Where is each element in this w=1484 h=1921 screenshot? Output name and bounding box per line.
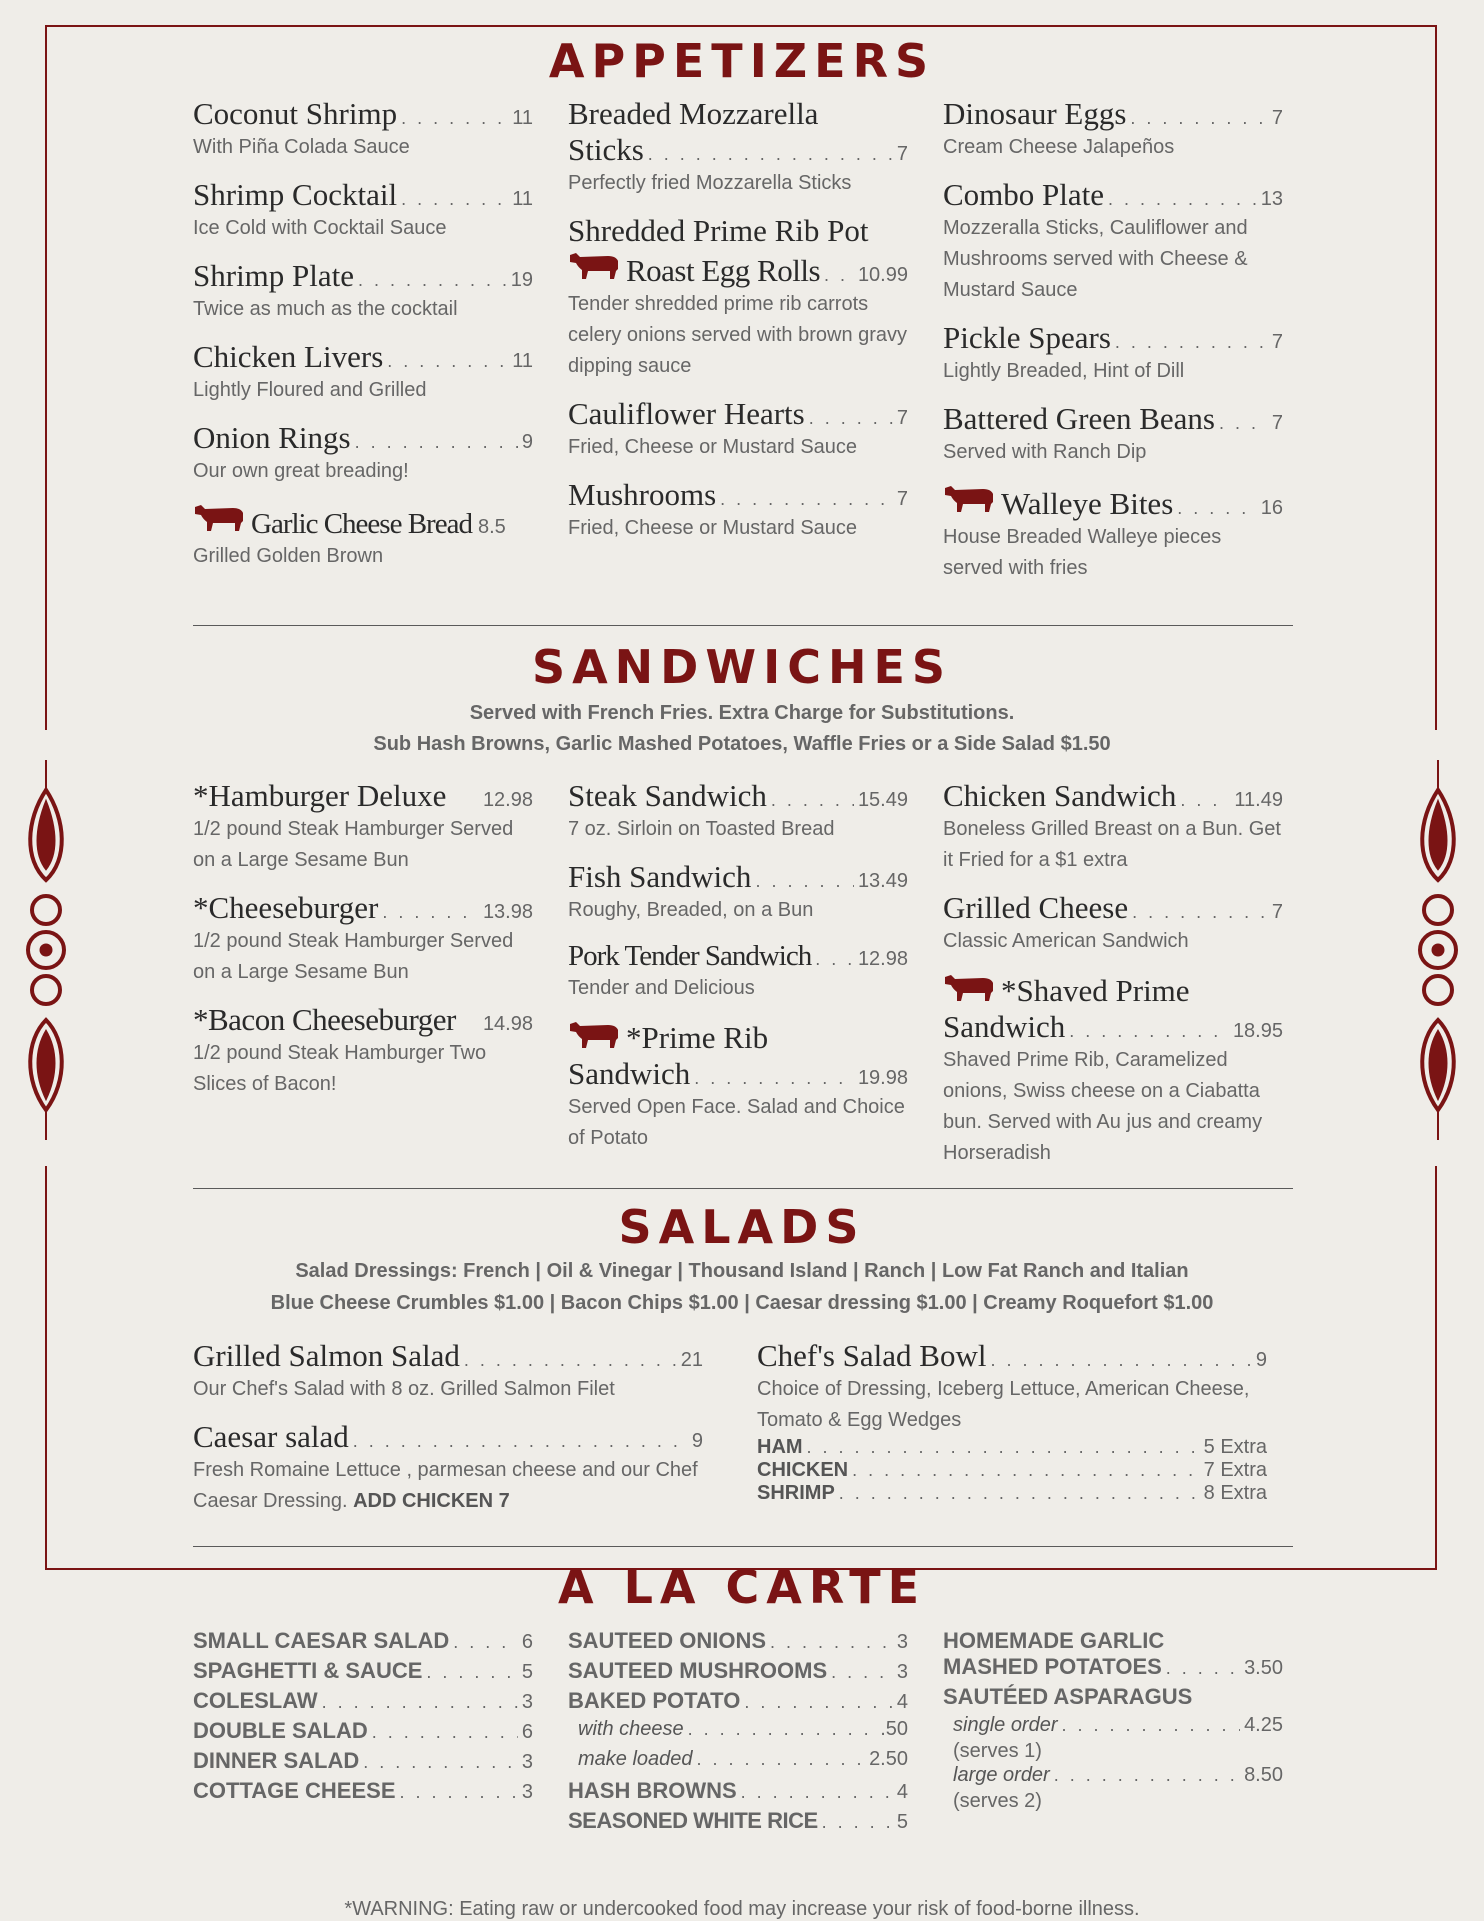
add-chicken-note: ADD CHICKEN 7	[353, 1490, 510, 1512]
section-divider	[193, 625, 1293, 626]
cow-icon	[943, 971, 997, 1003]
item-desc: Choice of Dressing, Iceberg Lettuce, American Cheese, Tomato & Egg Wedges	[757, 1378, 1250, 1431]
sandwiches-column-3	[943, 778, 1283, 1183]
item-name-cont: Sticks	[568, 132, 644, 167]
menu-item	[193, 258, 533, 325]
list-item: SPAGHETTI & SAUCE . . . 5	[193, 1658, 533, 1688]
item-name: Battered Green Beans	[943, 401, 1215, 436]
item-desc: Cream Cheese Jalapeños	[943, 136, 1175, 158]
menu-item	[568, 213, 908, 382]
menu-item	[193, 778, 533, 876]
item-name: *Hamburger Deluxe	[193, 778, 447, 813]
item-price: 18.95	[1232, 1020, 1283, 1042]
menu-item	[193, 420, 533, 487]
list-item: HOMEMADE GARLIC	[943, 1628, 1165, 1653]
scroll-ornament-icon	[1408, 760, 1468, 1140]
list-item: COTTAGE CHEESE . . . 3	[193, 1778, 533, 1808]
appetizers-column-2	[568, 96, 908, 558]
list-item: DINNER SALAD . . . 3	[193, 1748, 533, 1778]
item-price: 7	[1271, 901, 1283, 923]
menu-item	[757, 1338, 1267, 1436]
salad-extra: HAM . . . 5 Extra	[757, 1436, 1267, 1459]
salads-extras-note: Blue Cheese Crumbles $1.00 | Bacon Chips $1.00 | Caesar dressing $1.00 | Creamy Roquefort $1.00	[270, 1292, 1214, 1314]
item-desc: Fried, Cheese or Mustard Sauce	[568, 436, 858, 458]
item-name-cont: Sandwich	[568, 1056, 691, 1091]
list-subitem: large order . . . 8.50	[943, 1764, 1283, 1790]
item-desc: Classic American Sandwich	[943, 930, 1189, 952]
item-name: *Shaved Prime	[1001, 973, 1190, 1008]
menu-item	[193, 501, 533, 572]
item-desc: 7 oz. Sirloin on Toasted Bread	[568, 818, 835, 840]
salads-column-2	[757, 1338, 1267, 1505]
item-name: *Cheeseburger	[193, 890, 379, 925]
item-desc: 1/2 pound Steak Hamburger Served on a Large Sesame Bun	[193, 930, 514, 983]
item-desc: Lightly Floured and Grilled	[193, 379, 427, 401]
list-item: DOUBLE SALAD . . . 6	[193, 1718, 533, 1748]
item-name: Walleye Bites	[1001, 486, 1174, 521]
list-item: SAUTEED MUSHROOMS . . . 3	[568, 1658, 908, 1688]
list-item: BAKED POTATO . . . 4	[568, 1688, 908, 1718]
menu-item	[193, 1419, 703, 1517]
item-name: Pork Tender Sandwich	[568, 940, 812, 972]
item-price: 7	[1271, 107, 1283, 129]
menu-item	[943, 971, 1283, 1169]
item-desc: With Piña Colada Sauce	[193, 136, 410, 158]
item-desc: Lightly Breaded, Hint of Dill	[943, 360, 1185, 382]
item-name: Grilled Salmon Salad	[193, 1338, 460, 1373]
item-price: 19	[510, 269, 533, 291]
salads-dressings-note: Salad Dressings: French | Oil & Vinegar | Thousand Island | Ranch | Low Fat Ranch and Italian	[295, 1260, 1189, 1282]
menu-item	[193, 890, 533, 988]
sandwiches-column-2	[568, 778, 908, 1168]
item-desc: Shaved Prime Rib, Caramelized onions, Swiss cheese on a Ciabatta bun. Served with Au jus and creamy Horseradish	[943, 1049, 1263, 1164]
item-name: Steak Sandwich	[568, 778, 767, 813]
item-price: 13.98	[482, 901, 533, 923]
item-name: Chicken Sandwich	[943, 778, 1177, 813]
menu-item	[943, 320, 1283, 387]
item-price: 12.98	[482, 789, 533, 811]
appetizers-column-3	[943, 96, 1283, 598]
alacarte-column-3	[943, 1628, 1283, 1814]
sandwiches-heading: SANDWICHES	[531, 640, 953, 694]
item-price: 16	[1260, 497, 1283, 519]
item-desc: Fresh Romaine Lettuce , parmesan cheese and our Chef Caesar Dressing.	[193, 1459, 698, 1512]
cow-icon	[568, 249, 622, 281]
menu-item	[193, 1338, 703, 1405]
menu-item	[568, 859, 908, 926]
appetizers-column-1	[193, 96, 533, 586]
item-name: Breaded Mozzarella	[568, 96, 819, 131]
item-desc: Ice Cold with Cocktail Sauce	[193, 217, 447, 239]
item-price: 10.99	[857, 264, 908, 286]
menu-item	[568, 477, 908, 544]
item-desc: Twice as much as the cocktail	[193, 298, 458, 320]
item-name: Caesar salad	[193, 1419, 349, 1454]
cow-icon	[193, 501, 247, 533]
scroll-ornament-icon	[16, 760, 76, 1140]
item-name: *Prime Rib	[626, 1020, 769, 1055]
sandwiches-column-1	[193, 778, 533, 1114]
item-name: Grilled Cheese	[943, 890, 1129, 925]
item-name: Pickle Spears	[943, 320, 1111, 355]
food-warning: *WARNING: Eating raw or undercooked food may increase your risk of food-borne illness.	[344, 1898, 1140, 1920]
item-price: 15.49	[857, 789, 908, 811]
item-desc: Served Open Face. Salad and Choice of Potato	[568, 1096, 905, 1149]
sandwiches-note: Served with French Fries. Extra Charge for Substitutions.	[469, 702, 1015, 724]
item-name-cont: Sandwich	[943, 1009, 1066, 1044]
item-desc: Fried, Cheese or Mustard Sauce	[568, 517, 858, 539]
item-price: 11	[512, 107, 533, 129]
item-name: Cauliflower Hearts	[568, 396, 805, 431]
list-item: SMALL CAESAR SALAD . . . 6	[193, 1628, 533, 1658]
item-price: 7	[896, 407, 908, 429]
list-item: SEASONED WHITE RICE . . . 5	[568, 1808, 908, 1838]
cow-icon	[568, 1018, 622, 1050]
item-name: Garlic Cheese Bread	[251, 508, 472, 540]
item-name: Shrimp Cocktail	[193, 177, 398, 212]
item-price: 7	[896, 143, 908, 165]
list-subitem: with cheese . . . .50	[568, 1718, 908, 1748]
item-price: 9	[1255, 1349, 1267, 1371]
item-desc: Boneless Grilled Breast on a Bun. Get it Fried for a $1 extra	[943, 818, 1281, 871]
item-name: Coconut Shrimp	[193, 96, 398, 131]
item-price: 11.49	[1234, 789, 1283, 811]
item-desc: Mozzeralla Sticks, Cauliflower and Mushrooms served with Cheese & Mustard Sauce	[943, 217, 1248, 301]
serving-note: (serves 2)	[953, 1790, 1042, 1812]
item-desc: House Breaded Walleye pieces served with fries	[943, 526, 1222, 579]
item-desc: 1/2 pound Steak Hamburger Served on a Large Sesame Bun	[193, 818, 514, 871]
list-item: SAUTEED ONIONS . . . 3	[568, 1628, 908, 1658]
salads-heading: SALADS	[618, 1200, 866, 1254]
item-name: Chef's Salad Bowl	[757, 1338, 987, 1373]
alacarte-column-2	[568, 1628, 908, 1838]
item-price: 9	[521, 431, 533, 453]
menu-item	[943, 401, 1283, 468]
menu-item	[568, 940, 908, 1004]
item-name: Fish Sandwich	[568, 859, 752, 894]
item-desc: Our own great breading!	[193, 460, 409, 482]
menu-item	[568, 96, 908, 199]
item-name-cont: Roast Egg Rolls	[626, 253, 821, 288]
menu-item	[943, 482, 1283, 584]
item-name: Onion Rings	[193, 420, 351, 455]
menu-item	[568, 1018, 908, 1154]
item-price: 19.98	[857, 1067, 908, 1089]
list-item: COLESLAW . . . 3	[193, 1688, 533, 1718]
item-price: 21	[680, 1349, 703, 1371]
item-name: Chicken Livers	[193, 339, 384, 374]
item-desc: Tender and Delicious	[568, 977, 755, 999]
item-desc: Grilled Golden Brown	[193, 545, 384, 567]
item-desc: 1/2 pound Steak Hamburger Two Slices of Bacon!	[193, 1042, 487, 1095]
menu-item	[568, 778, 908, 845]
item-price: 13	[1260, 188, 1283, 210]
menu-item	[943, 96, 1283, 163]
item-price: 12.98	[857, 948, 908, 970]
menu-item	[943, 177, 1283, 306]
list-item: MASHED POTATOES . . . 3.50	[943, 1654, 1283, 1684]
serving-note: (serves 1)	[953, 1740, 1042, 1762]
list-subitem: make loaded . . . 2.50	[568, 1748, 908, 1778]
item-price: 7	[1271, 331, 1283, 353]
item-price: 11	[512, 188, 533, 210]
salads-column-1	[193, 1338, 703, 1531]
alacarte-heading: A LA CARTE	[557, 1560, 927, 1614]
item-price: 9	[691, 1430, 703, 1452]
alacarte-column-1	[193, 1628, 533, 1808]
item-price: 11	[512, 350, 533, 372]
item-desc: Roughy, Breaded, on a Bun	[568, 899, 814, 921]
salad-extra: SHRIMP . . . 8 Extra	[757, 1482, 1267, 1505]
menu-item	[193, 177, 533, 244]
menu-item	[193, 96, 533, 163]
item-name: Shrimp Plate	[193, 258, 355, 293]
menu-item	[568, 396, 908, 463]
cow-icon	[943, 482, 997, 514]
item-name: Mushrooms	[568, 477, 717, 512]
list-item: HASH BROWNS . . . 4	[568, 1778, 908, 1808]
list-subitem: single order . . . 4.25	[943, 1714, 1283, 1740]
list-item: SAUTÉED ASPARAGUS	[943, 1684, 1193, 1709]
section-divider	[193, 1546, 1293, 1547]
item-desc: Perfectly fried Mozzarella Sticks	[568, 172, 852, 194]
item-price: 7	[896, 488, 908, 510]
menu-item	[193, 339, 533, 406]
item-name: Combo Plate	[943, 177, 1105, 212]
item-desc: Our Chef's Salad with 8 oz. Grilled Salmon Filet	[193, 1378, 615, 1400]
item-name: *Bacon Cheeseburger	[193, 1002, 456, 1037]
item-price: 14.98	[482, 1013, 533, 1035]
item-name: Dinosaur Eggs	[943, 96, 1127, 131]
item-price: 7	[1271, 412, 1283, 434]
item-name: Shredded Prime Rib Pot	[568, 213, 869, 248]
appetizers-heading: APPETIZERS	[548, 34, 936, 88]
item-price: 8.5	[477, 516, 506, 538]
salad-extra: CHICKEN . . . 7 Extra	[757, 1459, 1267, 1482]
item-desc: Tender shredded prime rib carrots celery onions served with brown gravy dipping sauce	[568, 293, 908, 377]
menu-item	[943, 890, 1283, 957]
item-desc: Served with Ranch Dip	[943, 441, 1147, 463]
menu-item	[193, 1002, 533, 1100]
item-price: 13.49	[857, 870, 908, 892]
menu-item	[943, 778, 1283, 876]
sandwiches-note: Sub Hash Browns, Garlic Mashed Potatoes, Waffle Fries or a Side Salad $1.50	[373, 733, 1111, 755]
section-divider	[193, 1188, 1293, 1189]
